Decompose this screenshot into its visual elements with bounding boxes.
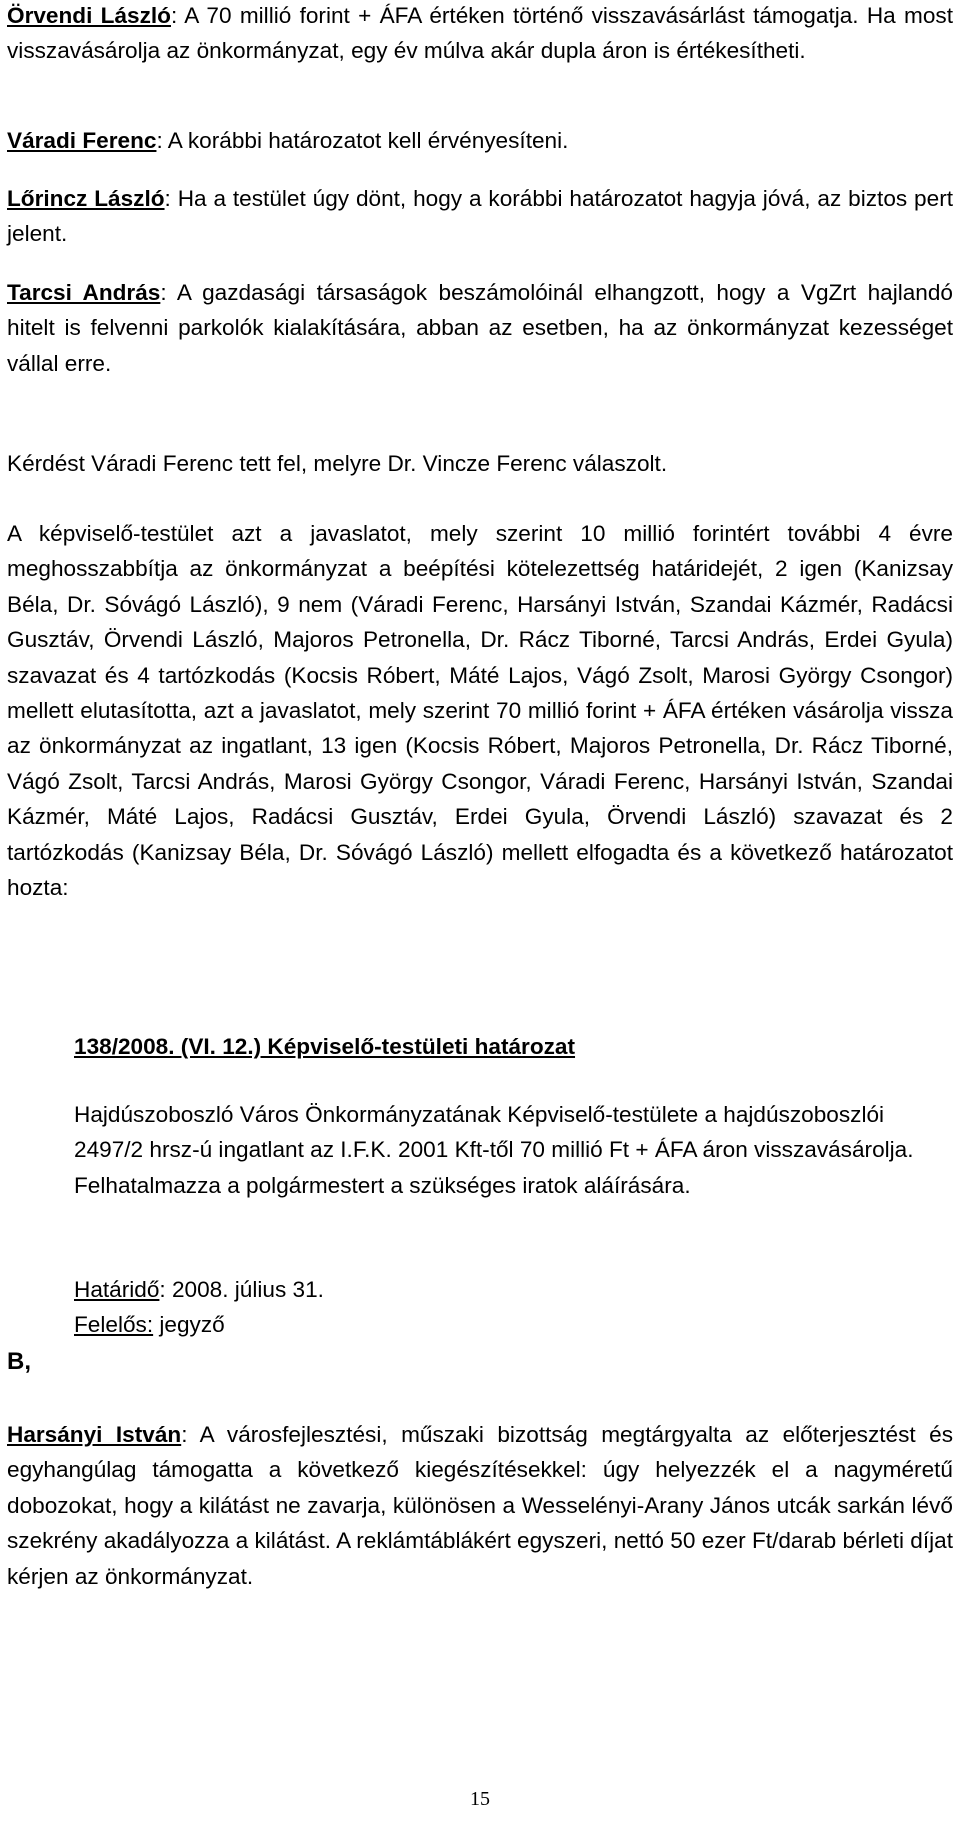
resolution-title-text: 138/2008. (VI. 12.) Képviselő-testületi határozat bbox=[74, 1034, 576, 1059]
section-label: B, bbox=[7, 1348, 31, 1375]
paragraph-text: : A korábbi határozatot kell érvényesíteni. bbox=[156, 128, 569, 153]
speaker-name: Harsányi István bbox=[7, 1422, 182, 1447]
paragraph-text: A képviselő-testület azt a javaslatot, mely szerint 10 millió forintért további 4 évre meghosszabbítja az önkormányzat a beépítési kötelezettség határidejét, 2 igen (Kanizsay Béla, Dr. Sóvágó László), 9 nem (Váradi Ferenc, Harsányi István, Szandai Kázmér, Radácsi Gusztáv, Örvendi László, Majoros Petronella, Dr. Rácz Tiborné, Tarcsi András, Erdei Gyula) szavazat és 4 tartózkodás (Kocsis Róbert, Máté Lajos, Vágó Zsolt, Marosi György Csongor) mellett elutasította, azt a javaslatot, mely szerint 70 millió forint + ÁFA értéken vásárolja vissza az önkormányzat az ingatlant, 13 igen (Kocsis Róbert, Majoros Petronella, Dr. Rácz Tiborné, Vágó Zsolt, Tarcsi András, Marosi György Csongor, Váradi Ferenc, Harsányi István, Szandai Kázmér, Máté Lajos, Radácsi Gusztáv, Erdei Gyula, Örvendi László) szavazat és 2 tartózkodás (Kanizsay Béla, Dr. Sóvágó László) mellett elfogadta és a következő határozatot hozta: bbox=[7, 521, 953, 901]
responsible-value: jegyző bbox=[153, 1312, 225, 1338]
paragraph-varadi bbox=[7, 123, 953, 158]
paragraph-text: : A gazdasági társaságok beszámolóinál elhangzott, hogy a VgZrt hajlandó hitelt is felvenni parkolók kialakítására, abban az esetben, ha az önkormányzat kezességet vállal erre. bbox=[7, 280, 953, 376]
paragraph-lorincz bbox=[7, 181, 953, 252]
resolution-meta bbox=[74, 1272, 953, 1343]
paragraph-orvendi bbox=[7, 0, 953, 69]
paragraph-question bbox=[7, 446, 953, 481]
resolution-body-text: Hajdúszoboszló Város Önkormányzatának Képviselő-testülete a hajdúszoboszlói 2497/2 hrsz-ú ingatlant az I.F.K. 2001 Kft-től 70 millió Ft + ÁFA áron visszavásárolja. bbox=[74, 1102, 914, 1163]
paragraph-text: Kérdést Váradi Ferenc tett fel, melyre Dr. Vincze Ferenc válaszolt. bbox=[7, 451, 668, 476]
speaker-name: Váradi Ferenc bbox=[7, 128, 157, 153]
paragraph-vote bbox=[7, 516, 953, 905]
page-number: 15 bbox=[470, 1788, 490, 1810]
responsible-label: Felelős: bbox=[74, 1312, 154, 1338]
resolution-title bbox=[74, 1029, 953, 1064]
speaker-name: Lőrincz László bbox=[7, 186, 165, 211]
paragraph-text: : A városfejlesztési, műszaki bizottság megtárgyalta az előterjesztést és egyhangúlag támogatta a következő kiegészítésekkel: úgy helyezzék el a nagyméretű dobozokat, hogy a kilátást ne zavarja, különösen a Wesselényi-Arany János utcák sarkán lévő szekrény akadályozza a kilátást. A reklámtáblákért egyszeri, nettó 50 ezer Ft/darab bérleti díjat kérjen az önkormányzat. bbox=[7, 1422, 953, 1589]
resolution-body-text-2: Felhatalmazza a polgármestert a szükséges iratok aláírására. bbox=[74, 1172, 691, 1198]
deadline-label: Határidő bbox=[74, 1277, 160, 1302]
paragraph-harsanyi bbox=[7, 1417, 953, 1594]
resolution-body bbox=[74, 1097, 953, 1203]
deadline-value: : 2008. július 31. bbox=[159, 1277, 324, 1302]
speaker-name: Örvendi László bbox=[7, 3, 171, 28]
paragraph-text: : Ha a testület úgy dönt, hogy a korábbi határozatot hagyja jóvá, az biztos pert jelent. bbox=[7, 186, 953, 247]
paragraph-text: : A 70 millió forint + ÁFA értéken történő visszavásárlást támogatja. Ha most visszavásárolja az önkormányzat, egy év múlva akár dupla áron is értékesítheti. bbox=[7, 3, 953, 64]
speaker-name: Tarcsi András bbox=[7, 280, 161, 305]
paragraph-tarcsi bbox=[7, 275, 953, 381]
